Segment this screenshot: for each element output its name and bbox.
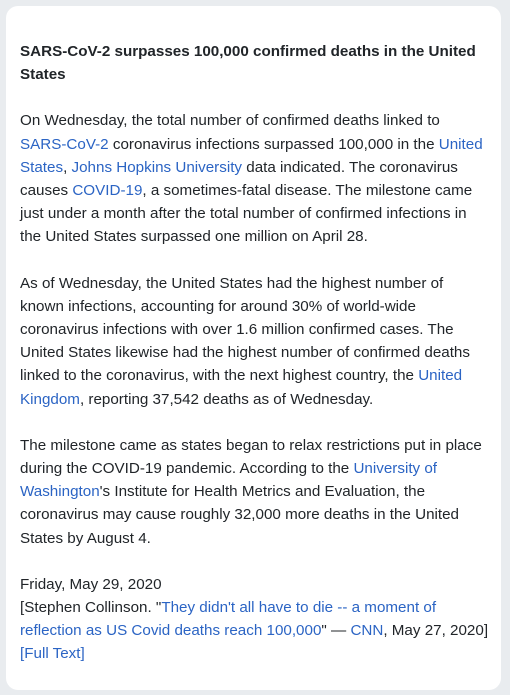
source-mid: " — bbox=[321, 622, 351, 640]
link-united-states[interactable]: United States bbox=[20, 135, 483, 176]
paragraph-3-text-2: 's Institute for Health Metrics and Evaluation, the coronavirus may cause roughly 32,000 more deaths in the United States by August 4. bbox=[20, 483, 459, 547]
paragraph-3 bbox=[20, 434, 489, 550]
paragraph-2-text-2: , reporting 37,542 deaths as of Wednesday. bbox=[79, 390, 374, 408]
link-source-article[interactable]: They didn't all have to die -- a moment of reflection as US Covid deaths reach 100,000 bbox=[20, 599, 437, 640]
link-cnn[interactable]: CNN bbox=[350, 622, 384, 640]
paragraph-1-text-3: , bbox=[63, 158, 72, 176]
link-university-of-washington[interactable]: University of Washington bbox=[20, 460, 438, 501]
paragraph-3-text-1: The milestone came as states began to relax restrictions put in place during the COVID-19 pandemic. According to the bbox=[20, 436, 482, 478]
link-united-kingdom[interactable]: United Kingdom bbox=[20, 367, 463, 408]
link-covid-19[interactable]: COVID-19 bbox=[72, 182, 143, 200]
source-prefix: [Stephen Collinson. " bbox=[20, 599, 162, 617]
link-sars-cov-2[interactable]: SARS-CoV-2 bbox=[20, 135, 109, 153]
paragraph-1-text-5: , a sometimes-fatal disease. The milestone came just under a month after the total number of confirmed infections in the United States surpassed one million on April 28. bbox=[20, 182, 473, 246]
full-text-row bbox=[20, 642, 489, 665]
article-card bbox=[6, 6, 501, 690]
paragraph-1-text-1: On Wednesday, the total number of confirmed deaths linked to bbox=[20, 112, 440, 130]
article-footer bbox=[20, 573, 489, 666]
paragraph-1 bbox=[20, 109, 489, 248]
article-date: Friday, May 29, 2020 bbox=[20, 575, 162, 593]
paragraph-1-text-2: coronavirus infections surpassed 100,000 in the bbox=[108, 135, 439, 153]
article-title: SARS-CoV-2 surpasses 100,000 confirmed deaths in the United States bbox=[20, 43, 476, 84]
paragraph-2-text-1: As of Wednesday, the United States had the highest number of known infections, accounting for around 30% of world-wide coronavirus infections with over 1.6 million confirmed cases. The United States likewise had the highest number of confirmed deaths linked to the coronavirus, with the next highest country, the bbox=[20, 274, 470, 385]
full-text-link[interactable]: [Full Text] bbox=[20, 645, 85, 663]
link-johns-hopkins[interactable]: Johns Hopkins University bbox=[71, 158, 243, 176]
paragraph-1-text-4: data indicated. The coronavirus causes bbox=[20, 158, 458, 200]
source-suffix: , May 27, 2020] bbox=[383, 622, 489, 640]
paragraph-2 bbox=[20, 272, 489, 411]
article-source bbox=[20, 596, 489, 642]
